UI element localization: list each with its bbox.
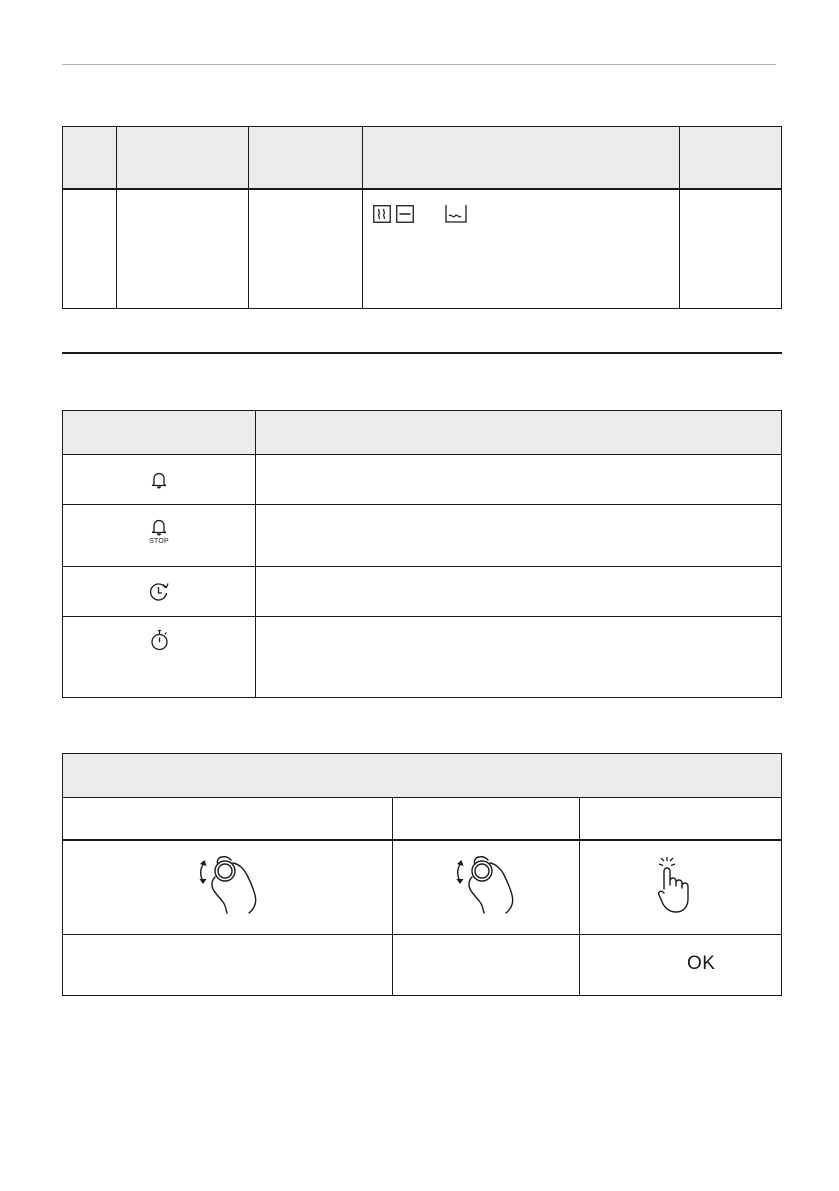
ok-label: OK xyxy=(687,953,716,974)
table-1-row xyxy=(62,189,782,309)
upper-heat-icon xyxy=(373,205,391,223)
table-2 xyxy=(62,410,782,698)
table-row xyxy=(62,935,782,996)
page-top-rule xyxy=(62,64,776,65)
bell-stop-icon xyxy=(151,518,167,536)
clock-delay-icon xyxy=(149,582,171,602)
bell-stop-label: STOP xyxy=(149,538,169,545)
table-3 xyxy=(62,753,782,996)
bell-icon xyxy=(151,471,167,489)
table-row xyxy=(62,505,782,566)
table-row xyxy=(62,455,782,504)
section-divider xyxy=(62,352,782,354)
steam-tray-icon xyxy=(445,205,467,223)
stopwatch-icon xyxy=(150,629,170,651)
touch-tap-icon xyxy=(657,855,699,915)
table-row xyxy=(62,617,782,698)
knob-turn-icon xyxy=(453,850,513,916)
knob-turn-icon xyxy=(196,850,256,916)
table-1 xyxy=(62,126,782,309)
lower-heat-icon xyxy=(396,205,414,223)
